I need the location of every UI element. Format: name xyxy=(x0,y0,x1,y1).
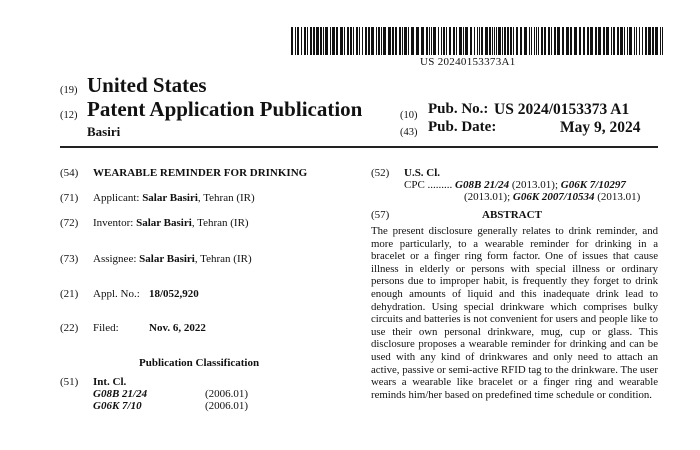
barcode-bar xyxy=(378,27,380,55)
barcode-bar xyxy=(513,27,514,55)
barcode-bar xyxy=(660,27,661,55)
barcode-bar xyxy=(544,27,546,55)
barcode-bar xyxy=(570,27,572,55)
barcode-bar xyxy=(330,27,331,55)
barcode-bar xyxy=(662,27,663,55)
applicant-location: , Tehran (IR) xyxy=(197,192,255,204)
barcode-bar xyxy=(587,27,589,55)
inventor-location: , Tehran (IR) xyxy=(191,217,249,229)
barcode-bar xyxy=(536,27,537,55)
barcode-bar xyxy=(524,27,527,55)
barcode-bar xyxy=(629,27,632,55)
int-cl-year-2: (2006.01) xyxy=(205,400,249,412)
barcode-bar xyxy=(474,27,475,55)
applicant-label: Applicant: xyxy=(93,192,140,204)
barcode-bar xyxy=(496,27,497,55)
code-54: (54) xyxy=(60,167,79,179)
code-19: (19) xyxy=(60,85,78,96)
barcode-bar xyxy=(579,27,581,55)
barcode-bar xyxy=(645,27,647,55)
barcode-bar xyxy=(583,27,585,55)
barcode-bar xyxy=(510,27,512,55)
cpc-year-3: (2013.01) xyxy=(594,191,641,203)
barcode-bar xyxy=(492,27,493,55)
code-10: (10) xyxy=(400,110,418,121)
cpc-line-2 xyxy=(464,191,640,203)
barcode-bar xyxy=(291,27,293,55)
barcode-bar xyxy=(371,27,374,55)
barcode-bar xyxy=(494,27,495,55)
pub-date-value: May 9, 2024 xyxy=(560,119,641,136)
filed-value: Nov. 6, 2022 xyxy=(149,322,206,334)
barcode-bar xyxy=(538,27,539,55)
barcode-bar xyxy=(516,27,518,55)
cpc-year-1: (2013.01); xyxy=(509,179,561,191)
code-51: (51) xyxy=(60,376,79,388)
barcode-bar xyxy=(627,27,628,55)
barcode-number: US 20240153373A1 xyxy=(420,56,516,68)
barcode-bar xyxy=(404,27,407,55)
applicant-name: Salar Basiri xyxy=(142,192,198,204)
code-21: (21) xyxy=(60,288,79,300)
inventor-label: Inventor: xyxy=(93,217,134,229)
barcode-bar xyxy=(554,27,556,55)
barcode-bar xyxy=(301,27,302,55)
barcode-bar xyxy=(336,27,338,55)
barcode-bar xyxy=(465,27,468,55)
barcode-bar xyxy=(297,27,299,55)
barcode-bar xyxy=(365,27,367,55)
barcode-bar xyxy=(449,27,451,55)
barcode-bar xyxy=(431,27,432,55)
barcode-bar xyxy=(316,27,319,55)
barcode-bar xyxy=(356,27,358,55)
barcode-bar xyxy=(489,27,491,55)
us-cl-label: U.S. Cl. xyxy=(404,167,441,179)
barcode-bar xyxy=(383,27,386,55)
document-type: Patent Application Publication xyxy=(87,97,363,121)
barcode-bar xyxy=(502,27,503,55)
invention-title: WEARABLE REMINDER FOR DRINKING xyxy=(93,167,308,179)
barcode-bar xyxy=(611,27,612,55)
barcode-bar xyxy=(636,27,637,55)
barcode-bar xyxy=(344,27,345,55)
barcode-bar xyxy=(362,27,363,55)
barcode-bar xyxy=(548,27,550,55)
barcode-bar xyxy=(310,27,312,55)
barcode-bar xyxy=(325,27,328,55)
int-cl-year-1: (2006.01) xyxy=(205,388,249,400)
barcode-bar xyxy=(562,27,564,55)
classification-heading: Publication Classification xyxy=(139,357,260,369)
barcode-bar xyxy=(498,27,501,55)
barcode-bar xyxy=(376,27,377,55)
barcode-bar xyxy=(395,27,397,55)
barcode-bar xyxy=(531,27,532,55)
barcode xyxy=(291,27,663,55)
barcode-bar xyxy=(446,27,447,55)
barcode-bar xyxy=(477,27,478,55)
barcode-bar xyxy=(459,27,462,55)
barcode-bar xyxy=(392,27,394,55)
code-73: (73) xyxy=(60,253,79,265)
barcode-bar xyxy=(368,27,370,55)
appl-no-label: Appl. No.: xyxy=(93,288,140,300)
barcode-bar xyxy=(332,27,335,55)
code-72: (72) xyxy=(60,217,79,229)
int-cl-label: Int. Cl. xyxy=(93,376,127,388)
barcode-bar xyxy=(603,27,605,55)
barcode-bar xyxy=(350,27,352,55)
barcode-bar xyxy=(320,27,322,55)
barcode-bar xyxy=(463,27,464,55)
assignee-location: , Tehran (IR) xyxy=(194,253,252,265)
barcode-bar xyxy=(347,27,349,55)
barcode-bar xyxy=(598,27,601,55)
barcode-bar xyxy=(574,27,577,55)
cpc-line-1 xyxy=(404,179,626,191)
assignee-name: Salar Basiri xyxy=(139,253,195,265)
barcode-bar xyxy=(595,27,597,55)
appl-no-value: 18/052,920 xyxy=(149,288,199,300)
barcode-bar xyxy=(534,27,535,55)
inventor-line xyxy=(93,217,249,229)
code-57: (57) xyxy=(371,209,390,221)
barcode-bar xyxy=(304,27,306,55)
pub-date-label: Pub. Date: xyxy=(428,119,497,135)
barcode-bar xyxy=(642,27,643,55)
code-71: (71) xyxy=(60,192,79,204)
code-52: (52) xyxy=(371,167,390,179)
barcode-bar xyxy=(529,27,530,55)
barcode-bar xyxy=(359,27,360,55)
barcode-bar xyxy=(639,27,640,55)
barcode-bar xyxy=(507,27,509,55)
barcode-bar xyxy=(566,27,569,55)
abstract-text: The present disclosure generally relates to drink reminder, and more particularly, to a wearable reminder for drinking in a bracelet or a finger ring form factor. One of issues that cause illness in elderly or persons with special illness or ordinary persons due to improper habit, is frequently they forget to drink enough amounts of liquid and this inadequate drink lead to dehydration. Using special drinkware which comprises bulky circuits and batteries is not convenient for users and people like to use their own personal drinkware, mug, cup or glass. This disclosure proposes a wearable reminder for drinking and can be used with any kind of drinkwares and only need to attach an active, passive or semi-active RFID tag to the drinkware. The user wears a wearable like bracelet or a finger ring and wearable reminds him/her based on predefined time schedule or condition. xyxy=(371,225,658,401)
barcode-bar xyxy=(504,27,506,55)
cpc-year-2: (2013.01); xyxy=(464,191,513,203)
abstract-heading: ABSTRACT xyxy=(482,209,542,221)
barcode-bar xyxy=(402,27,403,55)
barcode-bar xyxy=(652,27,654,55)
filed-label: Filed: xyxy=(93,322,119,334)
code-12: (12) xyxy=(60,110,78,121)
country: United States xyxy=(87,73,207,97)
code-43: (43) xyxy=(400,127,418,138)
inventor-name: Salar Basiri xyxy=(136,217,192,229)
barcode-bar xyxy=(634,27,635,55)
cpc-class-2: G06K 7/10297 xyxy=(560,179,626,191)
barcode-bar xyxy=(426,27,428,55)
applicant-line xyxy=(93,192,255,204)
barcode-bar xyxy=(340,27,343,55)
assignee-line xyxy=(93,253,252,265)
barcode-bar xyxy=(590,27,593,55)
barcode-bar xyxy=(617,27,619,55)
barcode-bar xyxy=(429,27,430,55)
barcode-bar xyxy=(606,27,609,55)
int-cl-class-2: G06K 7/10 xyxy=(93,400,142,412)
barcode-bar xyxy=(323,27,324,55)
barcode-bar xyxy=(443,27,445,55)
barcode-bar xyxy=(441,27,442,55)
barcode-bar xyxy=(620,27,623,55)
barcode-bar xyxy=(479,27,480,55)
barcode-bar xyxy=(520,27,522,55)
barcode-bar xyxy=(399,27,401,55)
barcode-bar xyxy=(438,27,439,55)
barcode-bar xyxy=(557,27,560,55)
barcode-bar xyxy=(648,27,651,55)
barcode-bar xyxy=(613,27,615,55)
barcode-bar xyxy=(433,27,436,55)
barcode-bar xyxy=(408,27,409,55)
barcode-bar xyxy=(313,27,315,55)
barcode-bar xyxy=(353,27,354,55)
barcode-bar xyxy=(541,27,543,55)
int-cl-class-1: G08B 21/24 xyxy=(93,388,148,400)
pub-no-label: Pub. No.: xyxy=(428,101,489,117)
barcode-bar xyxy=(655,27,658,55)
assignee-label: Assignee: xyxy=(93,253,137,265)
author-surname: Basiri xyxy=(87,124,121,139)
barcode-bar xyxy=(295,27,296,55)
barcode-bar xyxy=(381,27,382,55)
barcode-bar xyxy=(421,27,424,55)
barcode-bar xyxy=(456,27,457,55)
barcode-bar xyxy=(307,27,308,55)
barcode-bar xyxy=(481,27,483,55)
cpc-label: CPC ......... xyxy=(404,179,453,191)
barcode-bar xyxy=(388,27,391,55)
cpc-class-3: G06K 2007/10534 xyxy=(512,191,595,203)
header-rule xyxy=(60,146,658,148)
barcode-bar xyxy=(470,27,472,55)
cpc-class-1: G08B 21/24 xyxy=(455,179,510,191)
barcode-bar xyxy=(411,27,414,55)
code-22: (22) xyxy=(60,322,79,334)
barcode-bar xyxy=(485,27,488,55)
barcode-bar xyxy=(453,27,455,55)
barcode-bar xyxy=(624,27,625,55)
barcode-bar xyxy=(416,27,419,55)
barcode-bar xyxy=(551,27,552,55)
pub-no-value: US 2024/0153373 A1 xyxy=(494,101,630,118)
